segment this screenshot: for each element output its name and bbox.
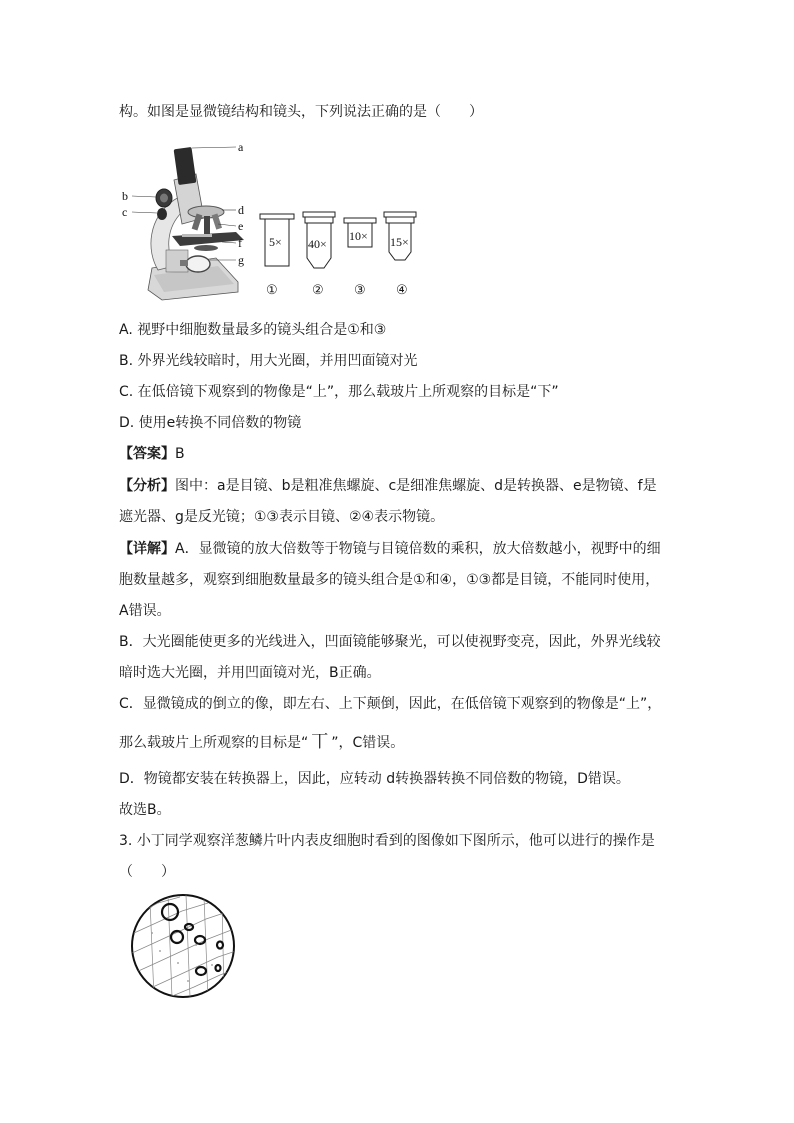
question-intro: 构。如图是显微镜结构和镜头，下列说法正确的是（ ） — [119, 104, 483, 120]
lens-1-index: ① — [266, 283, 278, 298]
fine-knob-c — [157, 208, 167, 220]
analysis-text-1: 图中：a是目镜、b是粗准焦螺旋、c是细准焦螺旋、d是转换器、e是物镜、f是 — [175, 478, 657, 494]
answer-text: B — [175, 446, 185, 462]
answer-line — [119, 444, 185, 464]
answer-tag: 【答案】 — [119, 446, 175, 462]
lens-3-index: ③ — [354, 283, 366, 298]
label-a: a — [238, 140, 244, 154]
analysis-tag: 【分析】 — [119, 478, 175, 494]
lens-4-mark: 15× — [390, 235, 409, 249]
detail-tag: 【详解】 — [119, 541, 175, 557]
lens-4-index: ④ — [396, 283, 408, 298]
detail-a-line-3: A错误。 — [119, 603, 171, 619]
detail-d-line-1: D．物镜都安装在转换器上，因此，应转动 d转换器转换不同倍数的物镜，D错误。 — [119, 771, 630, 787]
lens-2-index: ② — [312, 283, 324, 298]
detail-b-line-2: 暗时选大光圈，并用凹面镜对光，B正确。 — [119, 665, 381, 681]
option-a: A. 视野中细胞数量最多的镜头组合是①和③ — [119, 322, 387, 338]
label-f: f — [238, 236, 242, 250]
analysis-line-1 — [119, 476, 657, 496]
diaphragm-f — [194, 245, 218, 251]
microscope-figure — [118, 140, 258, 305]
label-c: c — [122, 205, 128, 219]
question-3-line-2: （ ） — [119, 864, 175, 880]
lens-3-mark: 10× — [349, 229, 368, 243]
detail-c-line-2 — [119, 732, 404, 753]
detail-a-text-1: A．显微镜的放大倍数等于物镜与目镜倍数的乘积，放大倍数越小，视野中的细 — [175, 541, 661, 557]
inverted-character: 丅 — [311, 732, 329, 752]
detail-c-text-a: 那么载玻片上所观察的目标是“ — [119, 735, 309, 751]
lens-2-mark: 40× — [308, 237, 327, 251]
label-e: e — [238, 219, 244, 233]
detail-a-line-2: 胞数量越多，观察到细胞数量最多的镜头组合是①和④，①③都是目镜，不能同时使用， — [119, 572, 660, 588]
question-3-line-1 — [119, 831, 655, 851]
detail-a-line-1 — [119, 539, 661, 559]
label-d: d — [238, 203, 244, 217]
label-g: g — [238, 253, 244, 267]
mirror-g — [186, 256, 210, 272]
option-d: D. 使用e转换不同倍数的物镜 — [119, 415, 302, 431]
detail-c-text-b: ”，C错误。 — [331, 735, 405, 751]
option-c: C. 在低倍镜下观察到的物像是“上”，那么载玻片上所观察的目标是“下” — [119, 384, 559, 400]
label-b: b — [122, 189, 128, 203]
question-number: 3. — [119, 833, 133, 849]
lens-figure — [258, 208, 418, 303]
cell-micrograph — [130, 893, 236, 999]
detail-b-line-1: B．大光圈能使更多的光线进入，凹面镜能够聚光，可以使视野变亮，因此，外界光线较 — [119, 634, 661, 650]
lens-1-mark: 5× — [269, 235, 282, 249]
detail-c-line-1: C．显微镜成的倒立的像，即左右、上下颠倒，因此，在低倍镜下观察到的物像是“上”， — [119, 696, 662, 712]
analysis-line-2: 遮光器、g是反光镜；①③表示目镜、②④表示物镜。 — [119, 509, 445, 525]
question-3-text: 小丁同学观察洋葱鳞片叶内表皮细胞时看到的图像如下图所示，他可以进行的操作是 — [136, 833, 655, 849]
option-b: B. 外界光线较暗时，用大光圈，并用凹面镜对光 — [119, 353, 418, 369]
conclusion: 故选B。 — [119, 802, 171, 818]
